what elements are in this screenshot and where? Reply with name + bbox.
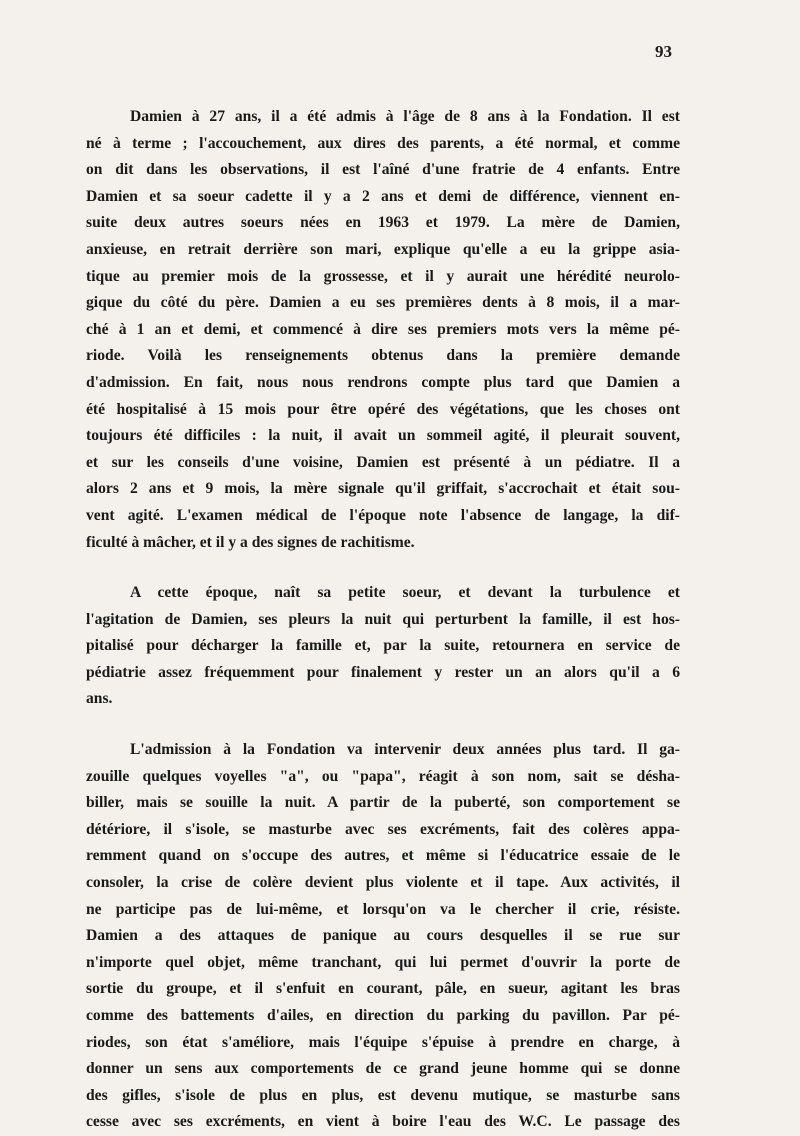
text-line: Damien et sa soeur cadette il y a 2 ans et demi de différence, viennent en- [86,187,680,205]
text-line: ne participe pas de lui-même, et lorsqu'on va le chercher il crie, résiste. [86,900,680,918]
paragraph-2 [86,580,680,713]
text-line: comme des battements d'ailes, en direction du parking du pavillon. Par pé- [86,1007,680,1024]
text-line: gique du côté du père. Damien a eu ses premières dents à 8 mois, il a mar- [86,294,680,312]
text-line: tique au premier mois de la grossesse, et il y aurait une hérédité neurolo- [86,267,680,285]
text-line: zouille quelques voyelles "a", ou "papa", réagit à son nom, sait se désha- [86,767,680,785]
text-line: vent agité. L'examen médical de l'époque note l'absence de langage, la dif- [86,506,680,524]
paragraph-1 [86,104,680,556]
text-line: Damien a des attaques de panique au cours desquelles il se rue sur [86,927,680,945]
text-line: pitalisé pour décharger la famille et, par la suite, retournera en service de [86,637,680,655]
text-line: remment quand on s'occupe des autres, et même si l'éducatrice essaie de le [86,847,680,865]
text-line: alors 2 ans et 9 mois, la mère signale qu'il griffait, s'accrochait et était sou- [86,480,680,498]
text-line: riodes, son état s'améliore, mais l'équipe s'épuise à prendre en charge, à [86,1033,680,1051]
text-line: d'admission. En fait, nous nous rendrons compte plus tard que Damien a [86,373,680,391]
text-line: L'admission à la Fondation va intervenir deux années plus tard. Il ga- [130,741,680,759]
text-line: ché à 1 an et demi, et commencé à dire ses premiers mots vers la même pé- [86,320,680,338]
text-line: anxieuse, en retrait derrière son mari, explique qu'elle a eu la grippe asia- [86,240,680,258]
text-line: été hospitalisé à 15 mois pour être opéré des végétations, que les choses ont [86,400,680,418]
text-line: né à terme ; l'accouchement, aux dires des parents, a été normal, et comme [86,134,680,152]
text-line: et sur les conseils d'une voisine, Damien est présenté à un pédiatre. Il a [86,453,680,471]
text-line: toujours été difficiles : la nuit, il avait un sommeil agité, il pleurait souvent, [86,427,680,445]
text-line: des gifles, s'isole de plus en plus, est devenu mutique, se masturbe sans [86,1086,680,1104]
text-line: ficulté à mâcher, et il y a des signes de rachitisme. [86,533,415,551]
text-line: l'agitation de Damien, ses pleurs la nuit qui perturbent la famille, il est hos- [86,610,680,628]
text-line: suite deux autres soeurs nées en 1963 et 1979. La mère de Damien, [86,214,680,232]
text-line: sortie du groupe, et il s'enfuit en courant, pâle, en sueur, agitant les bras [86,980,680,998]
text-line: biller, mais se souille la nuit. A partir de la puberté, son comportement se [86,794,680,812]
text-line: ans. [86,690,113,708]
text-line: donner un sens aux comportements de ce grand jeune homme qui se donne [86,1060,680,1078]
text-line: on dit dans les observations, il est l'aîné d'une fratrie de 4 enfants. Entre [86,161,680,179]
text-line: riode. Voilà les renseignements obtenus dans la première demande [86,347,680,365]
text-line: A cette époque, naît sa petite soeur, et devant la turbulence et [130,584,680,602]
text-line: détériore, il s'isole, se masturbe avec ses excréments, fait des colères appa- [86,820,680,838]
text-line: cesse avec ses excréments, en vient à boire l'eau des W.C. Le passage des [86,1113,680,1131]
page-number: 93 [655,42,672,61]
text-line: Damien à 27 ans, il a été admis à l'âge de 8 ans à la Fondation. Il est [130,108,680,125]
body-text [86,104,680,1136]
paragraph-3 [86,737,680,1136]
text-line: n'importe quel objet, même tranchant, qui lui permet d'ouvrir la porte de [86,953,680,971]
text-line: consoler, la crise de colère devient plus violente et il tape. Aux activités, il [86,874,680,892]
text-line: pédiatrie assez fréquemment pour finalement y rester un an alors qu'il a 6 [86,663,680,681]
